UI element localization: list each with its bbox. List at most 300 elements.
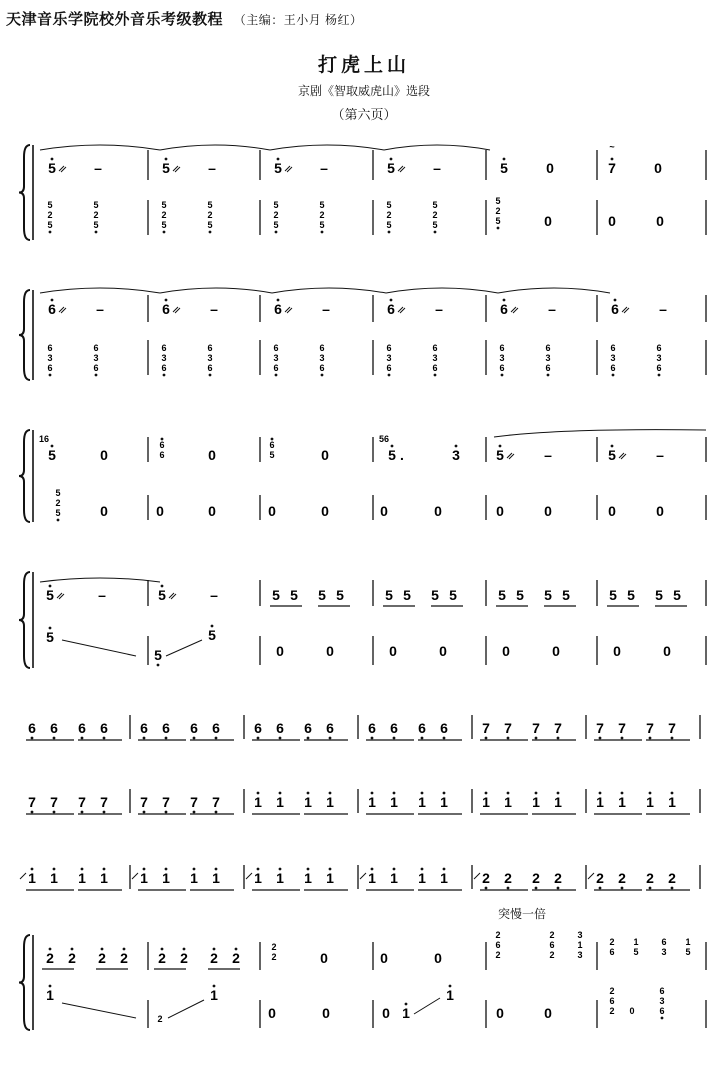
- chord-note: 3: [659, 996, 665, 1006]
- note: 1: [504, 794, 512, 810]
- high-octave-dot: [165, 158, 168, 161]
- note: 5: [516, 587, 524, 603]
- high-octave-dot: [235, 948, 238, 951]
- chord-note: 6: [549, 940, 555, 950]
- low-octave-dot: [434, 231, 437, 234]
- note: 5: [46, 629, 54, 645]
- chord-note: 5: [47, 220, 53, 230]
- note: 1: [668, 794, 676, 810]
- chord-note: 6: [499, 343, 505, 353]
- high-octave-dot: [307, 792, 310, 795]
- chord-note: 2: [495, 950, 501, 960]
- rest: 0: [496, 503, 504, 519]
- high-octave-dot: [81, 868, 84, 871]
- high-octave-dot: [611, 158, 614, 161]
- high-octave-dot: [277, 158, 280, 161]
- high-octave-dot: [215, 868, 218, 871]
- note: 2: [157, 1014, 163, 1024]
- note: 6: [418, 720, 426, 736]
- note: 2: [210, 950, 218, 966]
- chord-note: 3: [499, 353, 505, 363]
- high-octave-dot: [499, 445, 502, 448]
- tie-slur: [40, 145, 160, 150]
- chord-note: 2: [386, 210, 392, 220]
- tie-slur: [272, 288, 386, 293]
- low-octave-dot: [321, 374, 324, 377]
- rest: 0: [608, 213, 616, 229]
- note: 7: [100, 794, 108, 810]
- tie-slur: [160, 145, 270, 150]
- glissando-line: [168, 1000, 204, 1018]
- low-octave-dot: [163, 374, 166, 377]
- note: 5: [274, 160, 282, 176]
- low-octave-dot: [388, 231, 391, 234]
- chord-note: 5: [55, 488, 61, 498]
- note: 1: [618, 794, 626, 810]
- chord-note: 5: [269, 450, 275, 460]
- note: 6: [611, 301, 619, 317]
- high-octave-dot: [449, 985, 452, 988]
- note: 1: [50, 870, 58, 886]
- note: 2: [554, 870, 562, 886]
- high-octave-dot: [51, 158, 54, 161]
- note: 1: [28, 870, 36, 886]
- note: 6: [304, 720, 312, 736]
- high-octave-dot: [557, 792, 560, 795]
- note: 5: [655, 587, 663, 603]
- low-octave-dot: [81, 737, 84, 740]
- low-octave-dot: [31, 811, 34, 814]
- piece-title: 打虎上山: [317, 55, 410, 76]
- rest: 0: [382, 1005, 390, 1021]
- note: 1: [254, 870, 262, 886]
- chord-note: 2: [319, 210, 325, 220]
- note: 6: [162, 301, 170, 317]
- rest: 0: [326, 643, 334, 659]
- chord-note: 6: [386, 363, 392, 373]
- low-octave-dot: [599, 737, 602, 740]
- dash-sustain: –: [659, 301, 667, 317]
- chord-note: 2: [549, 950, 555, 960]
- note: 1: [304, 794, 312, 810]
- chord-note: 2: [271, 942, 277, 952]
- grace-slash: [246, 873, 252, 879]
- chord-note: 1: [685, 937, 691, 947]
- high-octave-dot: [421, 792, 424, 795]
- chord-note: 3: [545, 353, 551, 363]
- high-octave-dot: [391, 445, 394, 448]
- high-octave-dot: [51, 299, 54, 302]
- note: 5: [336, 587, 344, 603]
- note: 7: [50, 794, 58, 810]
- note: 7: [504, 720, 512, 736]
- note: 1: [78, 870, 86, 886]
- chord-note: 5: [161, 200, 167, 210]
- note: 5: [318, 587, 326, 603]
- note: 1: [326, 794, 334, 810]
- note: 2: [68, 950, 76, 966]
- note: 1: [646, 794, 654, 810]
- system-brace: [19, 935, 30, 1030]
- system-brace: [19, 290, 30, 380]
- note: 1: [418, 870, 426, 886]
- high-octave-dot: [101, 948, 104, 951]
- note: 2: [668, 870, 676, 886]
- note: 1: [390, 870, 398, 886]
- note: 1: [162, 870, 170, 886]
- low-octave-dot: [163, 231, 166, 234]
- chord-note: 5: [386, 200, 392, 210]
- note: 5: [673, 587, 681, 603]
- note: 1: [276, 794, 284, 810]
- high-octave-dot: [371, 792, 374, 795]
- low-octave-dot: [329, 737, 332, 740]
- chord-note: 1: [577, 940, 583, 950]
- tie-slur: [384, 145, 490, 150]
- chord-note: 6: [610, 343, 616, 353]
- note: 7: [140, 794, 148, 810]
- chord-note: 2: [549, 930, 555, 940]
- high-octave-dot: [165, 868, 168, 871]
- note: 1: [596, 794, 604, 810]
- chord-note: 3: [207, 353, 213, 363]
- chord-note: 5: [207, 220, 213, 230]
- note: 1: [326, 870, 334, 886]
- rest: 0: [613, 643, 621, 659]
- note: 2: [618, 870, 626, 886]
- tie-slur: [498, 288, 610, 293]
- rest: 0: [322, 1005, 330, 1021]
- system-brace: [19, 572, 30, 668]
- rest: 0: [320, 950, 328, 966]
- note: 2: [596, 870, 604, 886]
- note: 5: [272, 587, 280, 603]
- grace-slash: [588, 873, 594, 879]
- high-octave-dot: [443, 792, 446, 795]
- chord-note: 6: [656, 343, 662, 353]
- note: 2: [46, 950, 54, 966]
- chord-note: 3: [319, 353, 325, 363]
- note: 2: [98, 950, 106, 966]
- chord-note: 2: [271, 952, 277, 962]
- low-octave-dot: [95, 231, 98, 234]
- low-octave-dot: [31, 737, 34, 740]
- chord-note: 5: [93, 200, 99, 210]
- note: 5: [388, 447, 396, 463]
- low-octave-dot: [209, 231, 212, 234]
- dash-sustain: –: [320, 160, 328, 176]
- low-octave-dot: [157, 664, 160, 667]
- chord-note: 6: [609, 947, 615, 957]
- note: 5: [290, 587, 298, 603]
- page-number: （第六页）: [331, 107, 397, 122]
- chord-note: 5: [633, 947, 639, 957]
- low-octave-dot: [393, 737, 396, 740]
- chord-note: 6: [386, 343, 392, 353]
- dash-sustain: –: [548, 301, 556, 317]
- low-octave-dot: [501, 374, 504, 377]
- note: 5: [498, 587, 506, 603]
- dash-sustain: –: [98, 587, 106, 603]
- note: 5: [208, 627, 216, 643]
- chord-note: 5: [47, 200, 53, 210]
- low-octave-dot: [257, 737, 260, 740]
- low-octave-dot: [485, 737, 488, 740]
- high-octave-dot: [51, 445, 54, 448]
- system-brace: [19, 430, 30, 522]
- note: 5: [627, 587, 635, 603]
- book-title: 天津音乐学院校外音乐考级教程: [6, 11, 224, 28]
- rest: 0: [434, 950, 442, 966]
- note: 1: [482, 794, 490, 810]
- low-octave-dot: [53, 737, 56, 740]
- high-octave-dot: [390, 299, 393, 302]
- chord-note: 5: [161, 220, 167, 230]
- high-octave-dot: [329, 792, 332, 795]
- chord-note: 2: [47, 210, 53, 220]
- chord-note: 6: [159, 450, 165, 460]
- dash-sustain: –: [322, 301, 330, 317]
- tie-slur: [270, 145, 384, 150]
- chord-note: 5: [495, 196, 501, 206]
- high-octave-dot: [455, 445, 458, 448]
- note: 6: [100, 720, 108, 736]
- chord-note: 6: [432, 343, 438, 353]
- low-octave-dot: [443, 737, 446, 740]
- high-octave-dot: [165, 299, 168, 302]
- low-octave-dot: [81, 811, 84, 814]
- note: 6: [190, 720, 198, 736]
- note: 5: [46, 587, 54, 603]
- dash-sustain: –: [433, 160, 441, 176]
- low-octave-dot: [421, 737, 424, 740]
- chord-note: 2: [495, 206, 501, 216]
- note: 2: [646, 870, 654, 886]
- chord-note: 5: [319, 200, 325, 210]
- chord-note: 6: [499, 363, 505, 373]
- high-octave-dot: [161, 438, 164, 441]
- note: 5: [449, 587, 457, 603]
- note: 1: [390, 794, 398, 810]
- note: 5: [385, 587, 393, 603]
- high-octave-dot: [211, 625, 214, 628]
- note: 6: [326, 720, 334, 736]
- rest: 0: [496, 1005, 504, 1021]
- high-octave-dot: [49, 585, 52, 588]
- high-octave-dot: [279, 868, 282, 871]
- chord-note: 6: [47, 343, 53, 353]
- note: 5: [154, 647, 162, 663]
- high-octave-dot: [307, 868, 310, 871]
- note: 7: [482, 720, 490, 736]
- low-octave-dot: [497, 227, 500, 230]
- note: 2: [482, 870, 490, 886]
- low-octave-dot: [507, 887, 510, 890]
- rest: 0: [552, 643, 560, 659]
- high-octave-dot: [621, 792, 624, 795]
- note: 1: [212, 870, 220, 886]
- note: 6: [500, 301, 508, 317]
- note: 1: [304, 870, 312, 886]
- chord-note: 6: [273, 343, 279, 353]
- dash-sustain: –: [208, 160, 216, 176]
- low-octave-dot: [275, 374, 278, 377]
- grace-slash: [132, 873, 138, 879]
- note: 5: [48, 447, 56, 463]
- low-octave-dot: [279, 737, 282, 740]
- low-octave-dot: [215, 737, 218, 740]
- low-octave-dot: [612, 374, 615, 377]
- note: 2: [504, 870, 512, 886]
- chord-note: 3: [610, 353, 616, 363]
- chord-note: 5: [432, 200, 438, 210]
- rest: 0: [100, 503, 108, 519]
- note: 6: [276, 720, 284, 736]
- high-octave-dot: [405, 1003, 408, 1006]
- chord-note: 3: [432, 353, 438, 363]
- high-octave-dot: [443, 868, 446, 871]
- note: 5: [158, 587, 166, 603]
- note: 6: [50, 720, 58, 736]
- chord-note: 6: [319, 343, 325, 353]
- chord-note: 5: [685, 947, 691, 957]
- chord-note: 6: [269, 440, 275, 450]
- chord-note: 6: [161, 343, 167, 353]
- low-octave-dot: [535, 887, 538, 890]
- note: 2: [120, 950, 128, 966]
- note: 7: [646, 720, 654, 736]
- note: 7: [554, 720, 562, 736]
- chord-note: 2: [609, 937, 615, 947]
- high-octave-dot: [611, 445, 614, 448]
- note: 1: [190, 870, 198, 886]
- low-octave-dot: [671, 737, 674, 740]
- chord-note: 6: [161, 363, 167, 373]
- note: 6: [254, 720, 262, 736]
- note: 5: [562, 587, 570, 603]
- note: 1: [532, 794, 540, 810]
- low-octave-dot: [557, 737, 560, 740]
- low-octave-dot: [661, 1017, 664, 1020]
- high-octave-dot: [53, 868, 56, 871]
- low-octave-dot: [321, 231, 324, 234]
- grace-slash: [474, 873, 480, 879]
- chord-note: 5: [55, 508, 61, 518]
- low-octave-dot: [649, 737, 652, 740]
- high-octave-dot: [277, 299, 280, 302]
- dash-sustain: –: [656, 447, 664, 463]
- dash-sustain: –: [435, 301, 443, 317]
- rest: 0: [502, 643, 510, 659]
- chord-note: 2: [207, 210, 213, 220]
- note: 1: [440, 794, 448, 810]
- rest: 0: [546, 160, 554, 176]
- note: 5: [544, 587, 552, 603]
- chord-note: 6: [656, 363, 662, 373]
- chord-note: 2: [432, 210, 438, 220]
- chord-note: 6: [93, 363, 99, 373]
- high-octave-dot: [599, 792, 602, 795]
- chord-note: 6: [47, 363, 53, 373]
- chord-note: 6: [659, 1006, 665, 1016]
- rest: 0: [608, 503, 616, 519]
- rest: 0: [439, 643, 447, 659]
- rest: 0: [434, 503, 442, 519]
- high-octave-dot: [649, 792, 652, 795]
- chord-note: 6: [319, 363, 325, 373]
- low-octave-dot: [53, 811, 56, 814]
- note: 6: [440, 720, 448, 736]
- note: 5: [162, 160, 170, 176]
- low-octave-dot: [621, 887, 624, 890]
- dash-sustain: –: [210, 587, 218, 603]
- low-octave-dot: [165, 811, 168, 814]
- high-octave-dot: [279, 792, 282, 795]
- low-octave-dot: [547, 374, 550, 377]
- note: 6: [390, 720, 398, 736]
- low-octave-dot: [388, 374, 391, 377]
- rest: 0: [276, 643, 284, 659]
- note: 5: [608, 447, 616, 463]
- high-octave-dot: [49, 985, 52, 988]
- high-octave-dot: [123, 948, 126, 951]
- chord-note: 2: [93, 210, 99, 220]
- note: 1: [440, 870, 448, 886]
- low-octave-dot: [193, 811, 196, 814]
- note: 2: [180, 950, 188, 966]
- rest: 0: [389, 643, 397, 659]
- high-octave-dot: [371, 868, 374, 871]
- note: 1: [140, 870, 148, 886]
- chord-note: 2: [609, 986, 615, 996]
- high-octave-dot: [671, 792, 674, 795]
- rest: 0: [268, 503, 276, 519]
- note: 1: [554, 794, 562, 810]
- note: 1: [46, 987, 54, 1003]
- note: 5: [48, 160, 56, 176]
- high-octave-dot: [503, 299, 506, 302]
- rest: 0: [654, 160, 662, 176]
- low-octave-dot: [621, 737, 624, 740]
- high-octave-dot: [193, 868, 196, 871]
- chord-note: 3: [577, 950, 583, 960]
- high-octave-dot: [49, 627, 52, 630]
- chord-note: 5: [207, 200, 213, 210]
- note: 5: [496, 447, 504, 463]
- chord-note: 2: [273, 210, 279, 220]
- chord-note: 3: [47, 353, 53, 363]
- note: 7: [608, 160, 616, 176]
- high-octave-dot: [213, 948, 216, 951]
- note: 1: [446, 987, 454, 1003]
- note: 2: [158, 950, 166, 966]
- tie-slur: [40, 578, 160, 582]
- low-octave-dot: [371, 737, 374, 740]
- trill-mark: ~: [609, 142, 615, 152]
- low-octave-dot: [165, 737, 168, 740]
- rest: 0: [208, 503, 216, 519]
- note: 7: [532, 720, 540, 736]
- rest: 0: [208, 447, 216, 463]
- low-octave-dot: [209, 374, 212, 377]
- chord-note: 6: [545, 343, 551, 353]
- glissando-line: [62, 1003, 136, 1018]
- note: 7: [668, 720, 676, 736]
- high-octave-dot: [213, 985, 216, 988]
- rest: 0: [156, 503, 164, 519]
- chord-note: 3: [656, 353, 662, 363]
- chord-note: 3: [577, 930, 583, 940]
